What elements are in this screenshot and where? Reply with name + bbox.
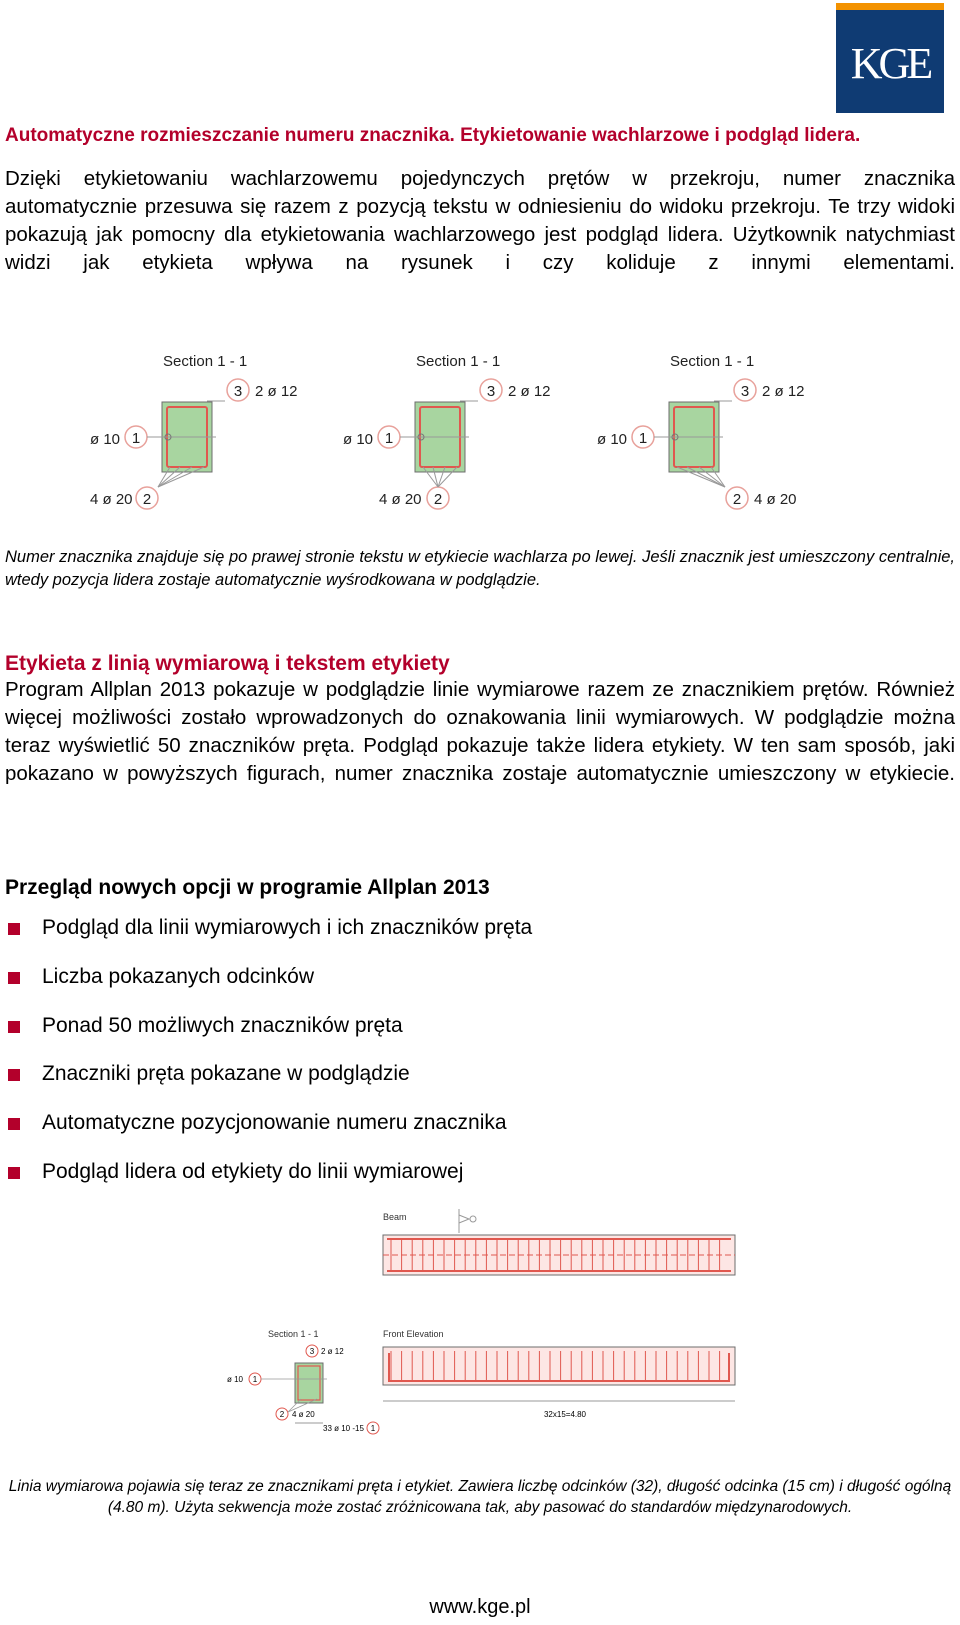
section-left-label: ø 10 (597, 431, 628, 448)
list-item (5, 964, 532, 1013)
section-bottom-num: 2 (433, 491, 443, 508)
footer-url[interactable]: www.kge.pl (429, 1596, 531, 1618)
small-top-label: 2 ø 12 (321, 1347, 344, 1356)
section1-caption: Numer znacznika znajduje się po prawej stronie tekstu w etykiecie wachlarza po lewej. Jeśli znacznik jest umieszczony centralnie, wtedy pozycja lidera zostaje automatycznie wyśrodkowana w podglądzie. (5, 548, 955, 589)
section-bottom-num: 2 (142, 491, 152, 508)
section-left-num: 1 (638, 430, 648, 447)
list-item-text: Liczba pokazanych odcinków (42, 964, 314, 988)
section-bottom-label: 4 ø 20 (754, 491, 797, 508)
figure2-caption: Linia wymiarowa pojawia się teraz ze znacznikami pręta i etykiet. Zawiera liczbę odcinków (32), długość odcinka (15 cm) i długość ogólną (4.80 m). Użyta sekwencja może zostać zróżnicowana tak, aby pasować do standardów międzynarodowych. (8, 1478, 952, 1516)
small-top-num: 3 (309, 1347, 315, 1356)
small-left-label: ø 10 (227, 1375, 244, 1384)
bullet-square-icon (8, 1069, 20, 1081)
list-item-text: Podgląd lidera od etykiety do linii wymiarowej (42, 1159, 464, 1183)
section-title: Section 1 - 1 (670, 353, 755, 370)
bullet-square-icon (8, 923, 20, 935)
list-item (5, 915, 532, 964)
section2-heading: Etykieta z linią wymiarową i tekstem etykiety (5, 652, 450, 675)
front-title: Front Elevation (383, 1329, 444, 1339)
list-item (5, 1110, 532, 1159)
section-top-num: 3 (233, 383, 243, 400)
section2-paragraph: Program Allplan 2013 pokazuje w podglądzie linie wymiarowe razem ze znacznikiem prętów. Również więcej możliwości zostało wprowadzonych do oznakowania linii wymiarowych. W podglądzie można teraz wyświetlić 50 znaczników pręta. Podgląd pokazuje także lidera etykiety. W ten sam sposób, jaki pokazano w powyższych figurach, numer znacznika zostaje automatycznie umieszczony w etykiecie. (5, 678, 955, 785)
section-top-num: 3 (740, 383, 750, 400)
overview-heading: Przegląd nowych opcji w programie Allplan 2013 (5, 876, 490, 899)
section-top-num: 3 (486, 383, 496, 400)
list-item-text: Ponad 50 możliwych znaczników pręta (42, 1013, 403, 1037)
small-left-num: 1 (252, 1375, 258, 1384)
small-dim-num: 1 (370, 1424, 376, 1433)
small-bottom-num: 2 (279, 1410, 285, 1419)
section-views-figure (80, 340, 840, 525)
section-view (343, 353, 551, 509)
section-left-label: ø 10 (343, 431, 374, 448)
section2-title: Section 1 - 1 (268, 1329, 319, 1339)
kge-logo (836, 3, 944, 113)
overview-list (5, 915, 532, 1208)
section-top-label: 2 ø 12 (255, 383, 298, 400)
section-left-num: 1 (131, 430, 141, 447)
bullet-square-icon (8, 1021, 20, 1033)
list-item (5, 1159, 532, 1208)
small-dim-label: 33 ø 10 -15 (323, 1424, 364, 1433)
section-title: Section 1 - 1 (416, 353, 501, 370)
list-item-text: Znaczniki pręta pokazane w podglądzie (42, 1062, 410, 1086)
bullet-square-icon (8, 1167, 20, 1179)
section1-paragraph: Dzięki etykietowaniu wachlarzowemu pojedynczych prętów w przekroju, numer znacznika automatycznie przesuwa się razem z pozycją tekstu w odniesieniu do widoku przekroju. Te trzy widoki pokazują jak pomocny dla etykietowania wachlarzowego jest podgląd lidera. Użytkownik natychmiast widzi jak etykieta wpływa na rysunek i czy koliduje z innymi elementami. (5, 167, 955, 274)
beam-figure (215, 1205, 745, 1450)
list-item (5, 1013, 532, 1062)
section-title: Section 1 - 1 (163, 353, 248, 370)
front-dim-label: 32x15=4.80 (543, 1410, 587, 1419)
section-top-label: 2 ø 12 (508, 383, 551, 400)
section-view (90, 353, 298, 509)
section-bottom-label: 4 ø 20 (90, 491, 133, 508)
section-view (597, 353, 805, 509)
list-item (5, 1061, 532, 1110)
list-item-text: Podgląd dla linii wymiarowych i ich znaczników pręta (42, 916, 533, 939)
bullet-square-icon (8, 972, 20, 984)
section-top-label: 2 ø 12 (762, 383, 805, 400)
beam-title: Beam (383, 1212, 407, 1222)
bullet-square-icon (8, 1118, 20, 1130)
logo-text: KGE (850, 39, 930, 88)
section-left-num: 1 (384, 430, 394, 447)
small-bottom-label: 4 ø 20 (292, 1410, 315, 1419)
section-left-label: ø 10 (90, 431, 121, 448)
section-bottom-label: 4 ø 20 (379, 491, 422, 508)
section1-heading: Automatyczne rozmieszczanie numeru znacznika. Etykietowanie wachlarzowe i podgląd lidera. (5, 125, 861, 146)
section-bottom-num: 2 (732, 491, 742, 508)
list-item-text: Automatyczne pozycjonowanie numeru znacznika (42, 1111, 507, 1135)
